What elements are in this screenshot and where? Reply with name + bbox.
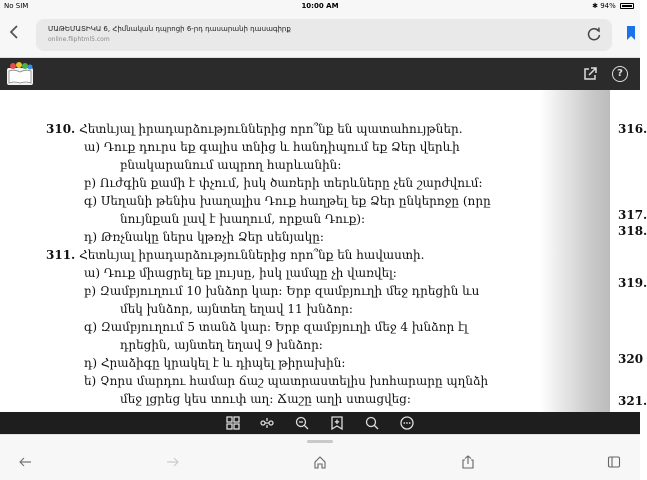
- more-options-icon[interactable]: [400, 416, 414, 430]
- bluetooth-icon: ✱: [592, 2, 598, 10]
- list-item: 311. Հետևյալ իրադարձություններից որո՞նք են հավաստի.: [46, 248, 425, 262]
- battery-percent: 94%: [600, 2, 616, 10]
- list-item: բ) Ուժգին քամի է փչում, իսկ ծառերի տերևները չեն շարժվում:: [84, 176, 483, 190]
- list-item: դ) Թռչնակը ներս կթռչի Ձեր սենյակը:: [84, 230, 324, 244]
- list-item: գ) Զամբյուղում 5 տանձ կար: Երբ զամբյուղի մեջ 4 խնձոր էլ: [84, 320, 468, 334]
- book-logo-icon: [6, 62, 34, 86]
- drag-handle[interactable]: [307, 440, 333, 443]
- back-button[interactable]: [8, 24, 24, 44]
- list-item: բ) Զամբյուղում 10 խնձոր կար: Երբ զամբյուղի մեջ դրեցին ևս: [84, 284, 480, 298]
- list-item: ե) Չորս մարդու համար ճաշ պատրաստելիս խոհարարը պղնձի: [84, 374, 489, 388]
- list-item: գ) Սեղանի թենիս խաղալիս Դուք հաղթել եք Ձեր ընկերոջը (որը: [84, 194, 491, 208]
- share-icon[interactable]: [461, 455, 475, 469]
- address-bar[interactable]: [36, 19, 612, 51]
- list-item: մեկ խնձոր, այնտեղ եղավ 11 խնձոր:: [120, 302, 353, 316]
- book-page-left: [0, 90, 530, 412]
- status-bar: [0, 0, 640, 12]
- page-gutter-shadow: [540, 90, 610, 412]
- forward-arrow-icon[interactable]: [166, 455, 180, 469]
- problem-number: 317.: [618, 208, 647, 222]
- back-arrow-icon[interactable]: [18, 455, 32, 469]
- list-item: դրեցին, այնտեղ եղավ 9 խնձոր:: [120, 338, 323, 352]
- share-nodes-icon[interactable]: [260, 416, 274, 430]
- clock: 10:00 AM: [301, 2, 339, 10]
- list-item: բնակարանում ապրող հարևանին:: [120, 158, 342, 172]
- zoom-out-icon[interactable]: [295, 416, 309, 430]
- page-title: ՄԱԹԵՄԱՏԻԿԱ 6, Հիմնական դպրոցի 6-րդ դասարանի դասագիրք: [48, 25, 291, 33]
- tabs-icon[interactable]: [607, 455, 621, 469]
- list-item: դ) Հրաձիգը կրակել է և դիպել թիրախին:: [84, 356, 346, 370]
- list-item: ա) Դուք միացրել եք լույսը, իսկ լամպը չի վառվել:: [84, 266, 397, 280]
- browser-toolbar: [0, 12, 640, 58]
- problem-number: 320: [618, 352, 644, 366]
- bookmark-icon[interactable]: [626, 26, 636, 40]
- problem-number: 316.: [618, 122, 647, 136]
- list-item: մեջ լցրեց կես տուփ աղ: Ճաշը աղի ստացվեց:: [120, 392, 411, 406]
- reader-header: [0, 58, 640, 90]
- share-external-icon[interactable]: [582, 66, 598, 82]
- page-host: online.fliphtml5.com: [48, 36, 110, 43]
- search-icon[interactable]: [365, 416, 379, 430]
- problem-number: 318.: [618, 224, 647, 238]
- problem-number: 319.: [618, 276, 647, 290]
- reload-icon[interactable]: [586, 26, 602, 42]
- list-item: ա) Դուք դուրս եք գալիս տնից և հանդիպում եք Ձեր վերևի: [84, 140, 460, 154]
- list-item: նույնքան լավ է խաղում, որքան Դուք):: [120, 212, 366, 226]
- home-icon[interactable]: [313, 455, 327, 469]
- thumbnails-icon[interactable]: [226, 416, 240, 430]
- list-item: 310. Հետևյալ իրադարձություններից որո՞նք են պատահույթներ.: [46, 122, 463, 136]
- battery-icon: [620, 3, 634, 9]
- bookmark-add-icon[interactable]: [330, 416, 344, 430]
- problem-number: 321.: [618, 394, 647, 408]
- browser-bottom-bar: [0, 434, 640, 480]
- help-icon[interactable]: ?: [612, 66, 628, 82]
- chevron-left-icon: [8, 24, 20, 40]
- book-viewport: [0, 90, 647, 412]
- carrier-label: No SIM: [4, 2, 29, 10]
- battery-indicator: [592, 2, 634, 10]
- reader-toolbar: [0, 412, 640, 434]
- book-page-right: [610, 90, 647, 412]
